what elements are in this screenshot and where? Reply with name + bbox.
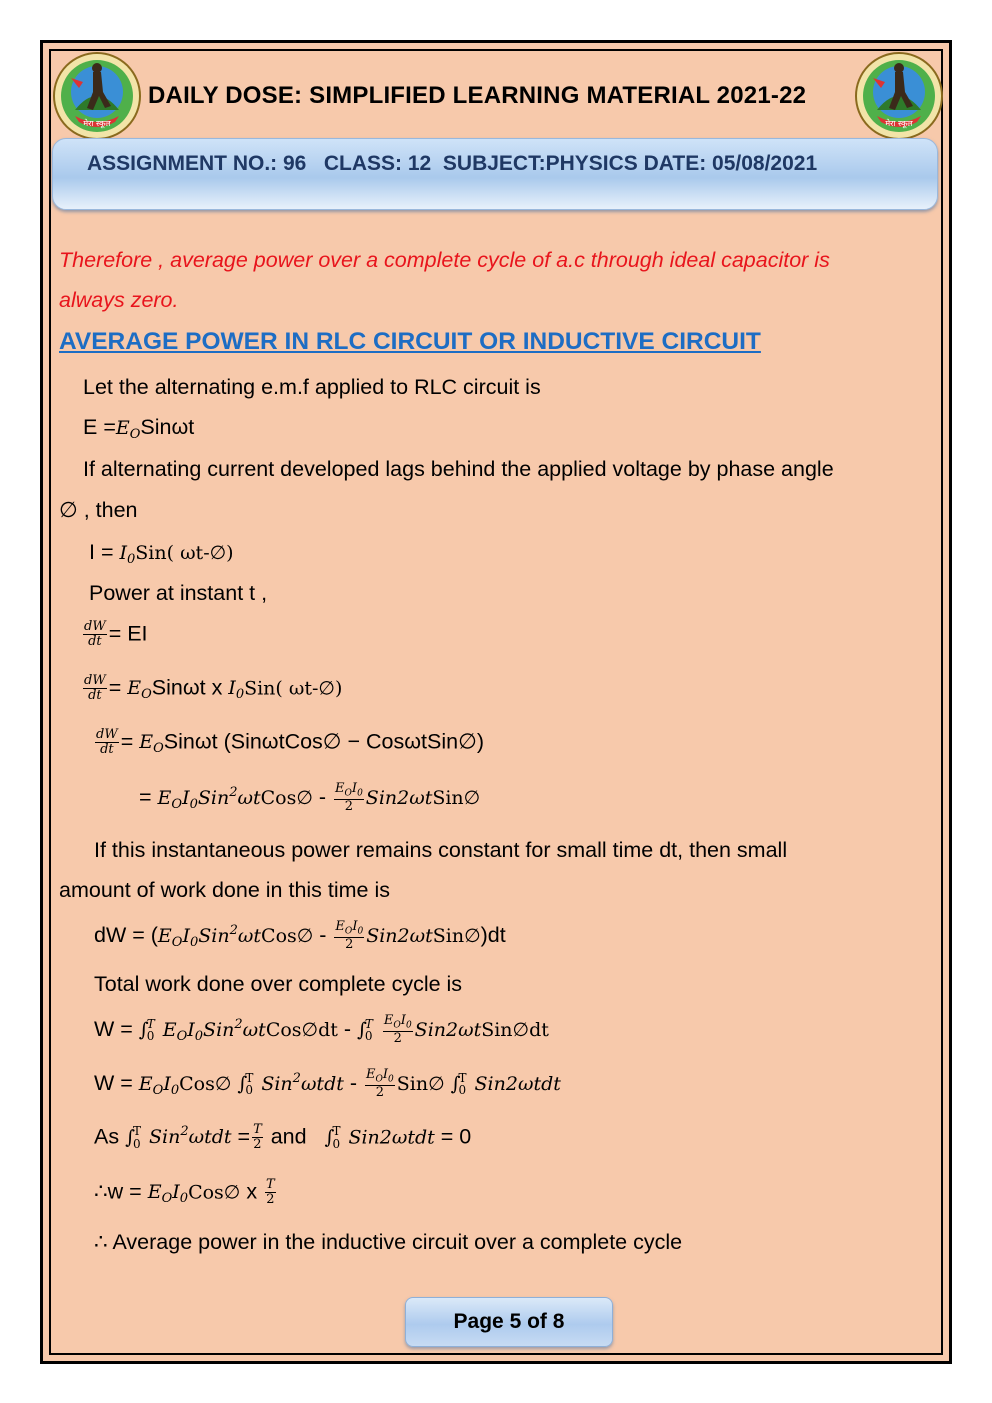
eq-emf-suffix: Sinωt	[140, 415, 195, 439]
eq-w-prefix: W =	[94, 1017, 139, 1042]
math-E0I0: $E_OI_0$	[138, 1073, 180, 1099]
eq-as-prefix: As	[94, 1124, 126, 1149]
fraction-T-2: $\frac{T}{2}$	[266, 1177, 275, 1208]
equation-dw-ei	[81, 620, 148, 650]
integral-limits: T 0	[458, 1070, 467, 1098]
eq-current-prefix: I =	[89, 540, 120, 564]
math-E0: $E_O$	[115, 417, 141, 442]
assignment-info: ASSIGNMENT NO.: 96 CLASS: 12 SUBJECT:PHYSICS DATE: 05/08/2021	[87, 152, 818, 175]
math-sin2wtdt: Sin2ωtdt	[348, 1126, 435, 1149]
math-sin2wtdt: Sin2ωtdt	[474, 1073, 561, 1096]
equation-current	[89, 540, 234, 567]
svg-text:मेरा स्कूल: मेरा स्कूल	[83, 119, 111, 128]
section-heading: AVERAGE POWER IN RLC CIRCUIT OR INDUCTIVE CIRCUIT	[59, 328, 761, 355]
fraction-dw-dt: $\frac{dW}{dt}$	[84, 619, 106, 650]
math-E0: $E_O$	[139, 731, 164, 757]
paragraph-total-work: Total work done over complete cycle is	[94, 972, 463, 996]
math-sin2-wtdt: Sin$^2$ωtdt	[261, 1071, 344, 1096]
eq-ei-rhs: = EI	[108, 621, 148, 646]
eq-current-suffix: Sin( ωt-∅)	[135, 542, 234, 564]
integral-sign-icon: ∫	[324, 1126, 335, 1149]
integral-sign-icon: ∫	[125, 1126, 135, 1149]
equation-as-integrals: As ∫ T 0 Sin$^2$ωtdt = $\frac{T}{2}$ and ∫ T 0 Sin2ωtdt = 0	[94, 1122, 472, 1153]
equation-dw-expand: $\frac{dW}{dt}$ = $E_OSin\omega t$ (SinωtCos∅ − CosωtSin∅)	[96, 727, 484, 758]
math-E0I0-sin2: $E_OI_0Sin^2\omega t$	[162, 1017, 266, 1045]
school-logo-left	[53, 52, 141, 140]
eq-as-zero: = 0	[434, 1124, 472, 1149]
math-E0I0: $E_OI_0$	[147, 1181, 189, 1207]
document-title: DAILY DOSE: SIMPLIFIED LEARNING MATERIAL 2021-22	[148, 82, 807, 109]
math-I0: $I_0$	[228, 677, 245, 703]
fraction-dw-dt: $\frac{dW}{dt}$	[96, 727, 118, 758]
eq-emf-prefix: E =	[83, 415, 116, 439]
integral-sign-icon: ∫	[138, 1019, 149, 1042]
eq-product-end: Sin( ωt-∅)	[244, 677, 343, 700]
paragraph-average-power: ∴ Average power in the inductive circuit over a complete cycle	[94, 1230, 683, 1254]
paragraph-small-time-1: If this instantaneous power remains constant for small time dt, then small	[94, 838, 788, 862]
page-number-button[interactable]: Page 5 of 8	[405, 1297, 613, 1347]
logo-icon	[855, 52, 943, 140]
math-I0: $I_0$	[119, 542, 136, 567]
svg-text:मेरा स्कूल: मेरा स्कूल	[885, 119, 913, 128]
integral-sign-icon: ∫	[357, 1019, 367, 1042]
fraction-T-2: $\frac{T}{2}$	[253, 1122, 262, 1153]
integral-sign-icon: ∫	[450, 1073, 461, 1096]
math-sin2wt: Sin2ωt	[414, 1019, 482, 1042]
integral-limits: T 0	[332, 1124, 341, 1151]
equation-w-factored: $W = E_OI_0Cos\emptyset$ ∫ T 0 Sin$^2$ωtdt - $\frac{E_OI_0}{2}$ Sin∅ ∫ T 0 Sin2ωtdt	[94, 1067, 561, 1101]
paragraph-lag-1: If alternating current developed lags behind the applied voltage by phase angle	[83, 457, 834, 481]
fraction-E0I0-2: $\frac{E_OI_0}{2}$	[365, 1067, 394, 1101]
fraction-dw-dt: $\frac{dW}{dt}$	[84, 673, 106, 704]
integral-limits: T 0	[245, 1070, 254, 1098]
math-sin2-wtdt: Sin$^2$ωtdt	[148, 1124, 232, 1149]
logo-icon	[53, 52, 141, 140]
equation-dw-product: $\frac{dW}{dt}$ = $E_OSin\omega t$ x $I_0Sin$( ωt-∅)	[84, 673, 343, 704]
integral-sign-icon: ∫	[237, 1073, 248, 1096]
math-E0I0-sin2: $E_OI_0Sin^2\omega t$	[157, 923, 262, 951]
math-E0: $E_O$	[127, 677, 152, 703]
paragraph-power-instant: Power at instant t ,	[89, 581, 268, 605]
assignment-banner	[52, 138, 938, 210]
integral-limits: T 0	[146, 1016, 155, 1044]
paragraph-lag-2: ∅ , then	[59, 498, 138, 522]
fraction-E0I0-2: $\frac{E_OI_0}{2}$	[383, 1013, 412, 1047]
equation-w-integral: W = ∫ T 0 $E_OI_0Sin^2\omega tCos\emptyset dt$ - ∫ T 0 $\frac{E_OI_0}{2}$ Sin2ωtSin∅dt	[94, 1013, 549, 1047]
school-logo-right	[855, 52, 943, 140]
eq-as-and: and	[264, 1124, 313, 1149]
integral-limits: T 0	[132, 1124, 141, 1151]
integral-limits: T 0	[364, 1016, 373, 1044]
math-sin2wt: Sin2ωt	[365, 787, 433, 810]
fraction-E0I0-2: $\frac{E_OI_0}{2}$	[335, 919, 364, 953]
eq-dw-prefix: dW = (	[94, 923, 158, 948]
intro-line-1: Therefore , average power over a complete cycle of a.c through ideal capacitor is	[59, 248, 830, 272]
equation-w-result: ∴w = $E_OI_0Cos\emptyset$ x $\frac{T}{2}$	[94, 1177, 275, 1208]
math-sin2wt: Sin2ωt	[366, 925, 433, 948]
math-E0I0-sin2: $E_OI_0Sin^2\omega t$	[157, 785, 261, 813]
eq-w-prefix: W =	[94, 1071, 139, 1096]
eq-dw-suffix: )dt	[480, 923, 506, 948]
eq-therefore-w: ∴w =	[94, 1179, 148, 1204]
eq-product-mid: Sinωt x	[151, 675, 229, 700]
equation-dw-dt: dW = ($E_OI_0Sin^2\omega tCos\emptyset$ - $\frac{E_OI_0}{2}$ Sin2ωtSin∅)dt	[94, 919, 506, 953]
paragraph-small-time-2: amount of work done in this time is	[59, 878, 391, 902]
fraction-E0I0-2: $\frac{E_OI_0}{2}$	[335, 781, 363, 815]
intro-line-2: always zero.	[59, 288, 179, 312]
eq-expand-mid: Sinωt (SinωtCos∅ − CosωtSin∅)	[163, 729, 484, 754]
equation-emf	[83, 415, 194, 442]
paragraph-emf: Let the alternating e.m.f applied to RLC circuit is	[83, 375, 541, 399]
equation-dw-simplified: = $E_OI_0Sin^2\omega tCos\emptyset$ - $\frac{E_OI_0}{2}$ Sin2ωtSin∅	[139, 781, 481, 815]
